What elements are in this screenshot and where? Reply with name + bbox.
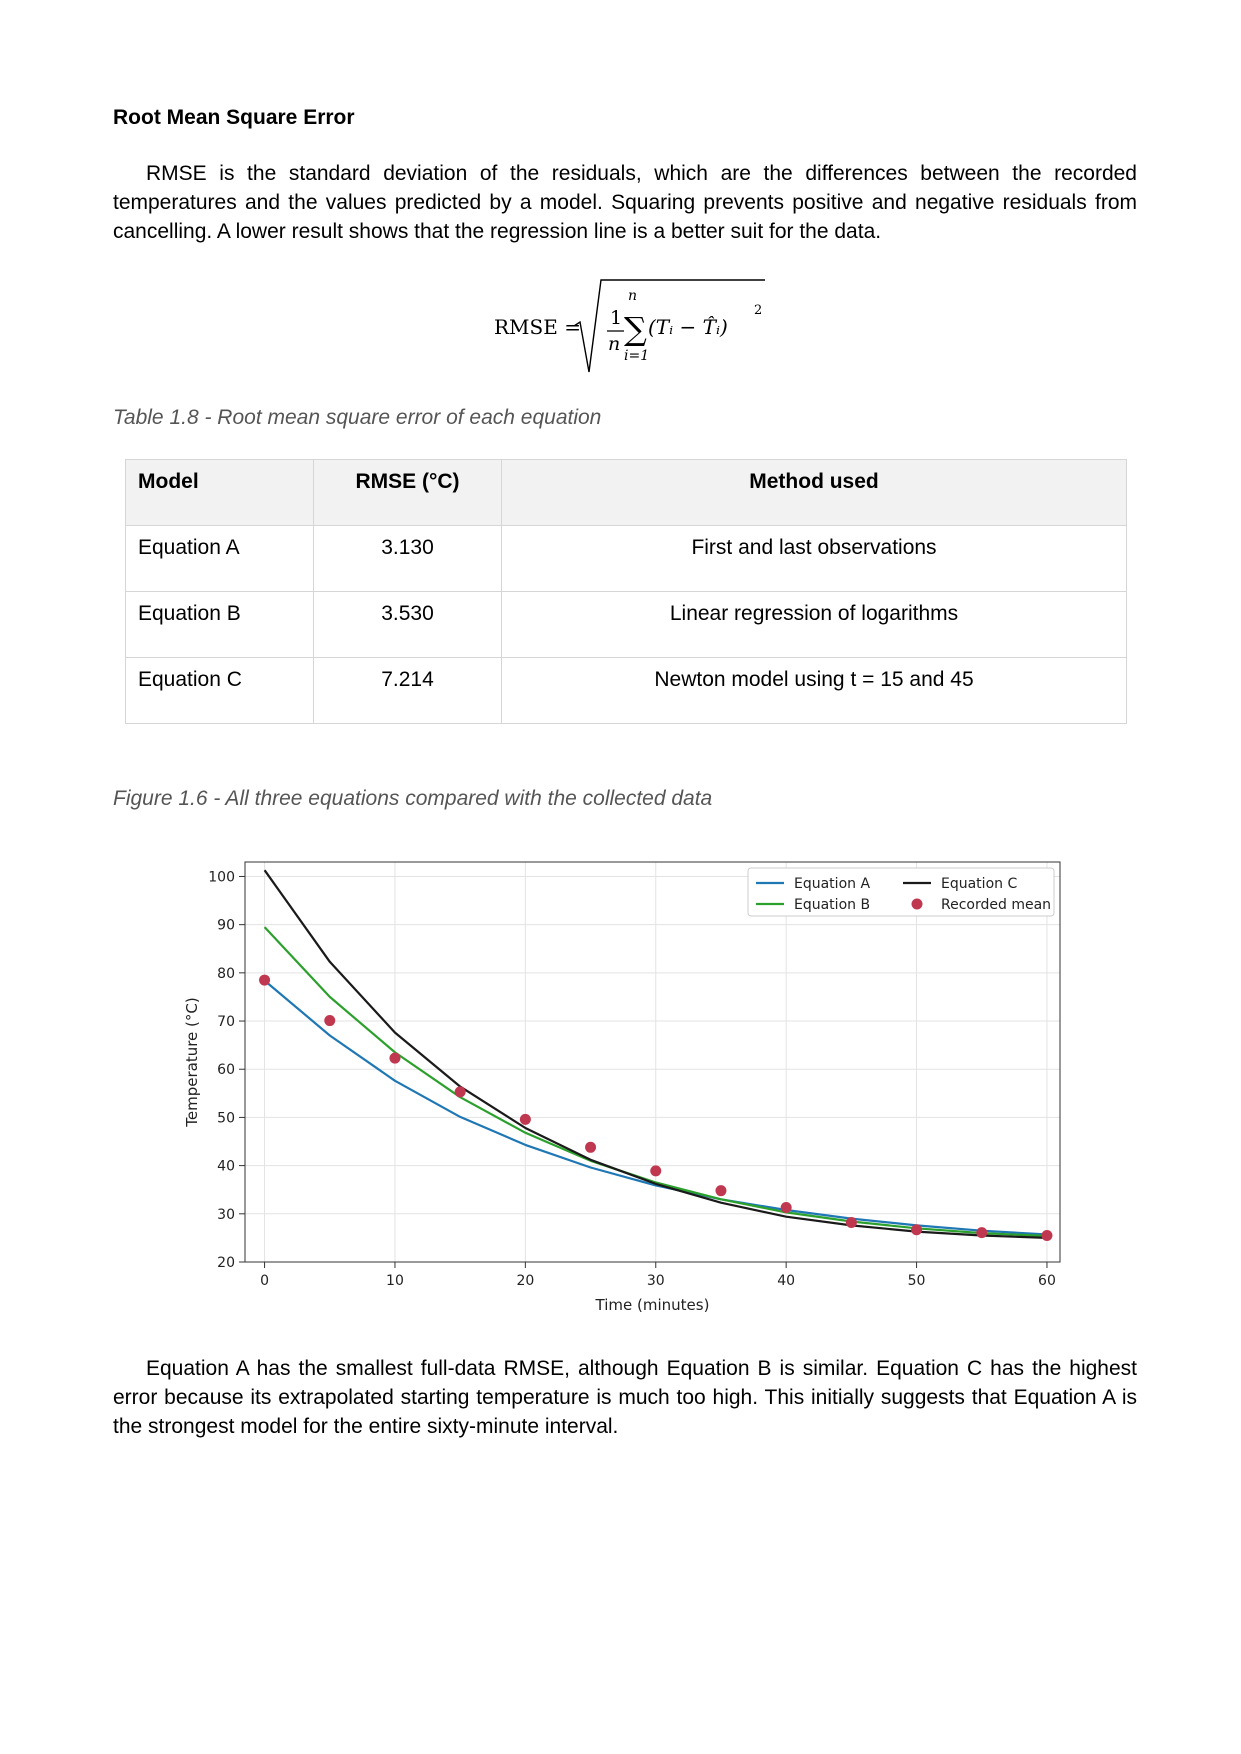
section-heading: Root Mean Square Error [113,106,355,129]
cell-model: Equation C [126,658,314,724]
formula-lhs: RMSE = [494,315,581,339]
chart-legend [748,868,1054,916]
x-tick-label: 50 [907,1273,926,1289]
data-point [846,1217,857,1228]
data-point [1041,1230,1052,1241]
data-point [324,1015,335,1026]
data-point [781,1202,792,1213]
data-point [585,1142,596,1153]
header-model: Model [126,460,314,526]
x-tick-label: 10 [386,1273,404,1289]
data-point [389,1053,400,1064]
x-tick-label: 20 [516,1273,535,1289]
cell-rmse: 3.530 [314,592,502,658]
table-caption: Table 1.8 - Root mean square error of each equation [113,406,602,429]
cell-model: Equation A [126,526,314,592]
y-axis-label: Temperature (°C) [183,997,201,1127]
x-tick-label: 0 [260,1273,270,1289]
summation-sign: ∑ [624,310,647,348]
y-tick-label: 80 [217,965,235,982]
data-point [650,1165,661,1176]
formula-exponent: 2 [754,303,763,318]
temperature-chart [170,850,1070,1320]
x-tick-label: 60 [1038,1273,1056,1289]
conclusion-paragraph: Equation A has the smallest full-data RMSE, although Equation B is similar. Equation C has the highest error because its extrapolated starting temperature is much too high. This initially suggests that Equation A is the strongest model for the entire sixty-minute interval. [113,1357,1137,1438]
table-row [126,658,1127,724]
y-tick-label: 30 [217,1206,235,1223]
figure-caption: Figure 1.6 - All three equations compared with the collected data [113,787,713,810]
x-tick-label: 40 [777,1273,796,1289]
header-rmse: RMSE (°C) [314,460,502,526]
legend-label: Recorded mean [941,897,1052,913]
fraction-numerator: 1 [610,307,623,329]
y-tick-label: 20 [217,1255,235,1271]
y-tick-label: 90 [217,917,235,934]
legend-label: Equation B [794,897,871,913]
table-row [126,526,1127,592]
x-tick-label: 30 [646,1273,665,1289]
cell-method: First and last observations [502,526,1127,592]
legend-label: Equation A [794,876,871,892]
table-header-row [126,460,1127,526]
data-point [976,1227,987,1238]
fraction-denominator: n [608,333,621,355]
cell-method: Linear regression of logarithms [502,592,1127,658]
y-tick-label: 100 [208,869,235,886]
cell-rmse: 7.214 [314,658,502,724]
data-point [455,1086,466,1097]
data-point [259,975,270,986]
cell-model: Equation B [126,592,314,658]
rmse-table [125,459,1127,724]
data-point [911,1224,922,1235]
legend-label: Equation C [941,876,1018,892]
y-tick-label: 50 [217,1110,235,1127]
y-tick-label: 40 [217,1158,235,1175]
rmse-formula [490,268,770,380]
y-tick-label: 70 [217,1014,235,1031]
legend-swatch [912,899,923,910]
y-tick-label: 60 [217,1062,235,1079]
data-point [520,1114,531,1125]
x-axis-label: Time (minutes) [595,1296,710,1314]
header-method: Method used [502,460,1127,526]
table-row [126,592,1127,658]
data-point [715,1185,726,1196]
formula-body: (Tᵢ − T̂ᵢ) [648,315,728,339]
cell-rmse: 3.130 [314,526,502,592]
cell-method: Newton model using t = 15 and 45 [502,658,1127,724]
intro-paragraph: RMSE is the standard deviation of the residuals, which are the differences between the recorded temperatures and the values predicted by a model. Squaring prevents positive and negative residuals from cancelling. A lower result shows that the regression line is a better suit for the data. [113,162,1137,243]
sum-upper-limit: n [628,288,638,304]
sum-lower-limit: i=1 [624,348,650,364]
